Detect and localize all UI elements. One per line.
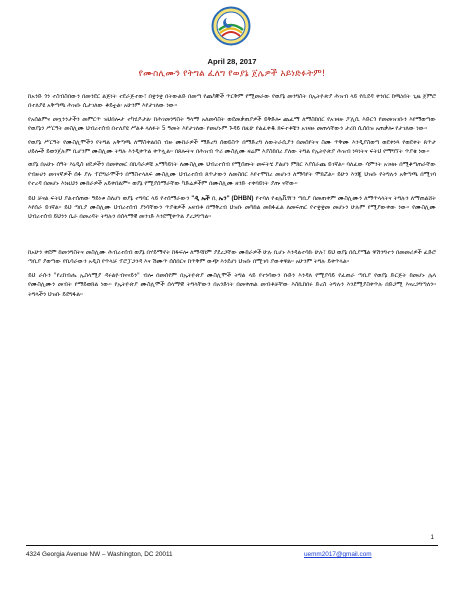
logo-emblem-icon [211,6,251,46]
footer-address: 4324 Georgia Avenue NW – Washington, DC 20011 [26,551,173,558]
body-paragraph: ይህ ራሱን "የረከብሔ ኢስላሚያ ዳሩልዮብናናይን" ብሎ በመሰየም በኢትዮጵያ ሙስሊሞች ትግል ላይ የተነሳውን ቡድን እንዳለ የሚያሳይ የፈጠራ ጣቢያ የወያኔ ድርጅት ከመሆኑ ሌላ የሙስሊሙን መብት የማይወክል ነው። የኢትዮጵያ ሙስሊሞች ሰላማዊ ትግላቸውን በአንድነት በመቀጠል መብቶቻቸው እስኪከበሩ ድረስ ትግሉን እንደሚያስቀጥሉ በድጋሚ እናረጋግጣለን። ትግላችን ህዝቡ ይደግፋል። [28,272,436,298]
body-paragraph: የወያኔ ሥርዓት የሙስሊሞችን የትግል አቅጣጫ ለማስቀልበስ ብዙ ሙከራዎች ማድረግ ሰወይስጥ በማድረግ ለውትራሲያን በመሰየትና ስሙ ጥቅሙ እንዲያስወጣ ወደቀነጻ የወደቀት ጸጥታ ሀይሎች ይወንጀሉም ቢሆንም ሙስሊሙ ትግሉ እንዲቀጥል ቀጥሏል። በጸሎትና በሕዝብ ጥሪ ሙስሊሙ ዛሬም እያስከበረ ያለው ትግል የኢትዮጵያ ሕዝብ ነጻነትና ፍትህ የማግኘት ጥያቄ ነው። [28,139,436,156]
dhbn-label: "ዲ ኤች ቢ ኤን" (DHBN) [191,194,254,202]
document-title: የሙስሊሙን የትግል ፈለግ የወያኔ ጀሌዎች አይነድፉትም! [138,69,326,79]
body-paragraph: ወያኔ በአሁኑ ሰዓት እኒዲስ ዘዴዎችን በመቀመር በኪሳራዎቹ አማካይነት ለሙስሊሙ ህብረተሰብ የሚሰጡት መፍትሄ ያልሆነ ምክር እያሰራጨ ይገኛል። ባለፈው ሳምንት አገዛዙ በሚቆጣጠራቸው የብዙሀን መገናኛዎች ሰፋ ያሉ ፕሮግራሞችን በማስተላለፍ ሙስሊሙ ህብረተሰብ ጸጥታውን ለመስበር እየተሞከረ መሆኑን ለማሳየት ሞክሯል። ይሁን እንጂ ህዝቡ የትግሉን አቅጣጫ በሚገባ የተረዳ በመሆኑ እነዚህን ሙከራዎች አይቀበልም። ወያኔ የሚያሰማራቸው ካድሬዎችም በሙስሊሙ ዘንድ ተቀባይነት ያጡ ናቸው። [28,162,436,188]
page-number: 1 [430,534,434,541]
body-paragraph: ከአንድ ጎን ተስብስበውን በመንደር ልጅነት ተደራጅተው፣ በቋንቋ በትውልድ በመጣ የጨካኞች ጥርቅም የሚመራው የወያኔ መንግስት በኢትዮጵያ ሕዝብ ላይ የቢደዳ ቀንበር ከጫነበት ጊዜ ጀምሮ በተለያዩ አቅጣጫ ሕዝቡ ሲታገለው ቆይቷል፡ አሁንም እየታገለው ነው። [28,94,436,110]
body-paragraph: ይህ ቻናል ፍትህ ያልተሰጠው ዓይነቱ ስለሆነ ወያኔ ተግባር ላይ የተሰማራውን "ዲ ኤች ቢ ኤን" (DHBN) የተባለ የቴሌቪዥን ጣቢያ በመጠቀም ሙስሊሙን ለማጥላላትና ትግሉን ለማጠልሸት እየሰራ ይገኛል። ይህ ጣቢያ ሙስሊሙ ህብረተሰብ ያነሳቸውን ጥያቄዎች አዛብቶ በማቅረብ ህዝቡ መካከል መከፋፈል ለመፍጠር የተቋቋመ መሆኑን ሁሉም የሚያውቀው ነው። የሙስሊሙ ህብረተሰብ ይህንን ሴራ በመረዳት ትግሉን በሰላማዊ መንገድ እንደሚቀጥል ያረጋግጣል። [28,194,436,221]
body-paragraph: የአሰልምና መኳንንታችን መምርጥ ዝህበሎታ ተካሂዶታል፡ ከሕገመንግስት ዓላማ አለመሳስት ወደመቃጠያዎች ይቅድሎ ጨፈማ ለማስከበር የአገዛዙ ፖሊሲ እድርጎ የመመዝገቡን እየማወጣው የወያኔን ሥርዓት መስሊሙ ህብረተሰብ በተለያዩ ሥልቶ ላለፉት 5 ዓመት እየታገለው የመሆኑም ጉዳይ በዚሁ የልፈቀዱ ክፍተቶቹን አገዛዙ መጠላቸውን ታሪክ ሲሰበዝ አጠቃሎ የታገለው ነው። [28,116,436,133]
organization-logo [211,6,251,46]
footer-divider [26,545,438,546]
document-body [28,93,436,304]
footer-email-link[interactable]: uemm2017@gmail.com [304,551,372,558]
body-paragraph: ከአሁን ቀደም ከመንግስትና መስሊሙ ሕብረተሰብ ወያኔ በሃይማኖት ከፋፍሎ ለማዳከም ያደረጋቸው ሙከራዎች ሁሉ ቢሆኑ እንዳልተሳኩ ሁሉ፣ ይህ ወያኔ በሲያሜል ዋሽንግተን በመመሪዎች ፈድሮ ጣቢያ ያወጣው የኪሳራውን አዲስ የጥላቻ ፕሮፓጋንዳ እና ሽሙጥ ሰሰበርና ከጥቅም ውጭ እንደሆነ ህዝቡ በሚገባ ያውቀዋል። አሁንም ትግሉ ይቀጥላል። [28,249,436,266]
document-date: April 28, 2017 [207,57,257,66]
